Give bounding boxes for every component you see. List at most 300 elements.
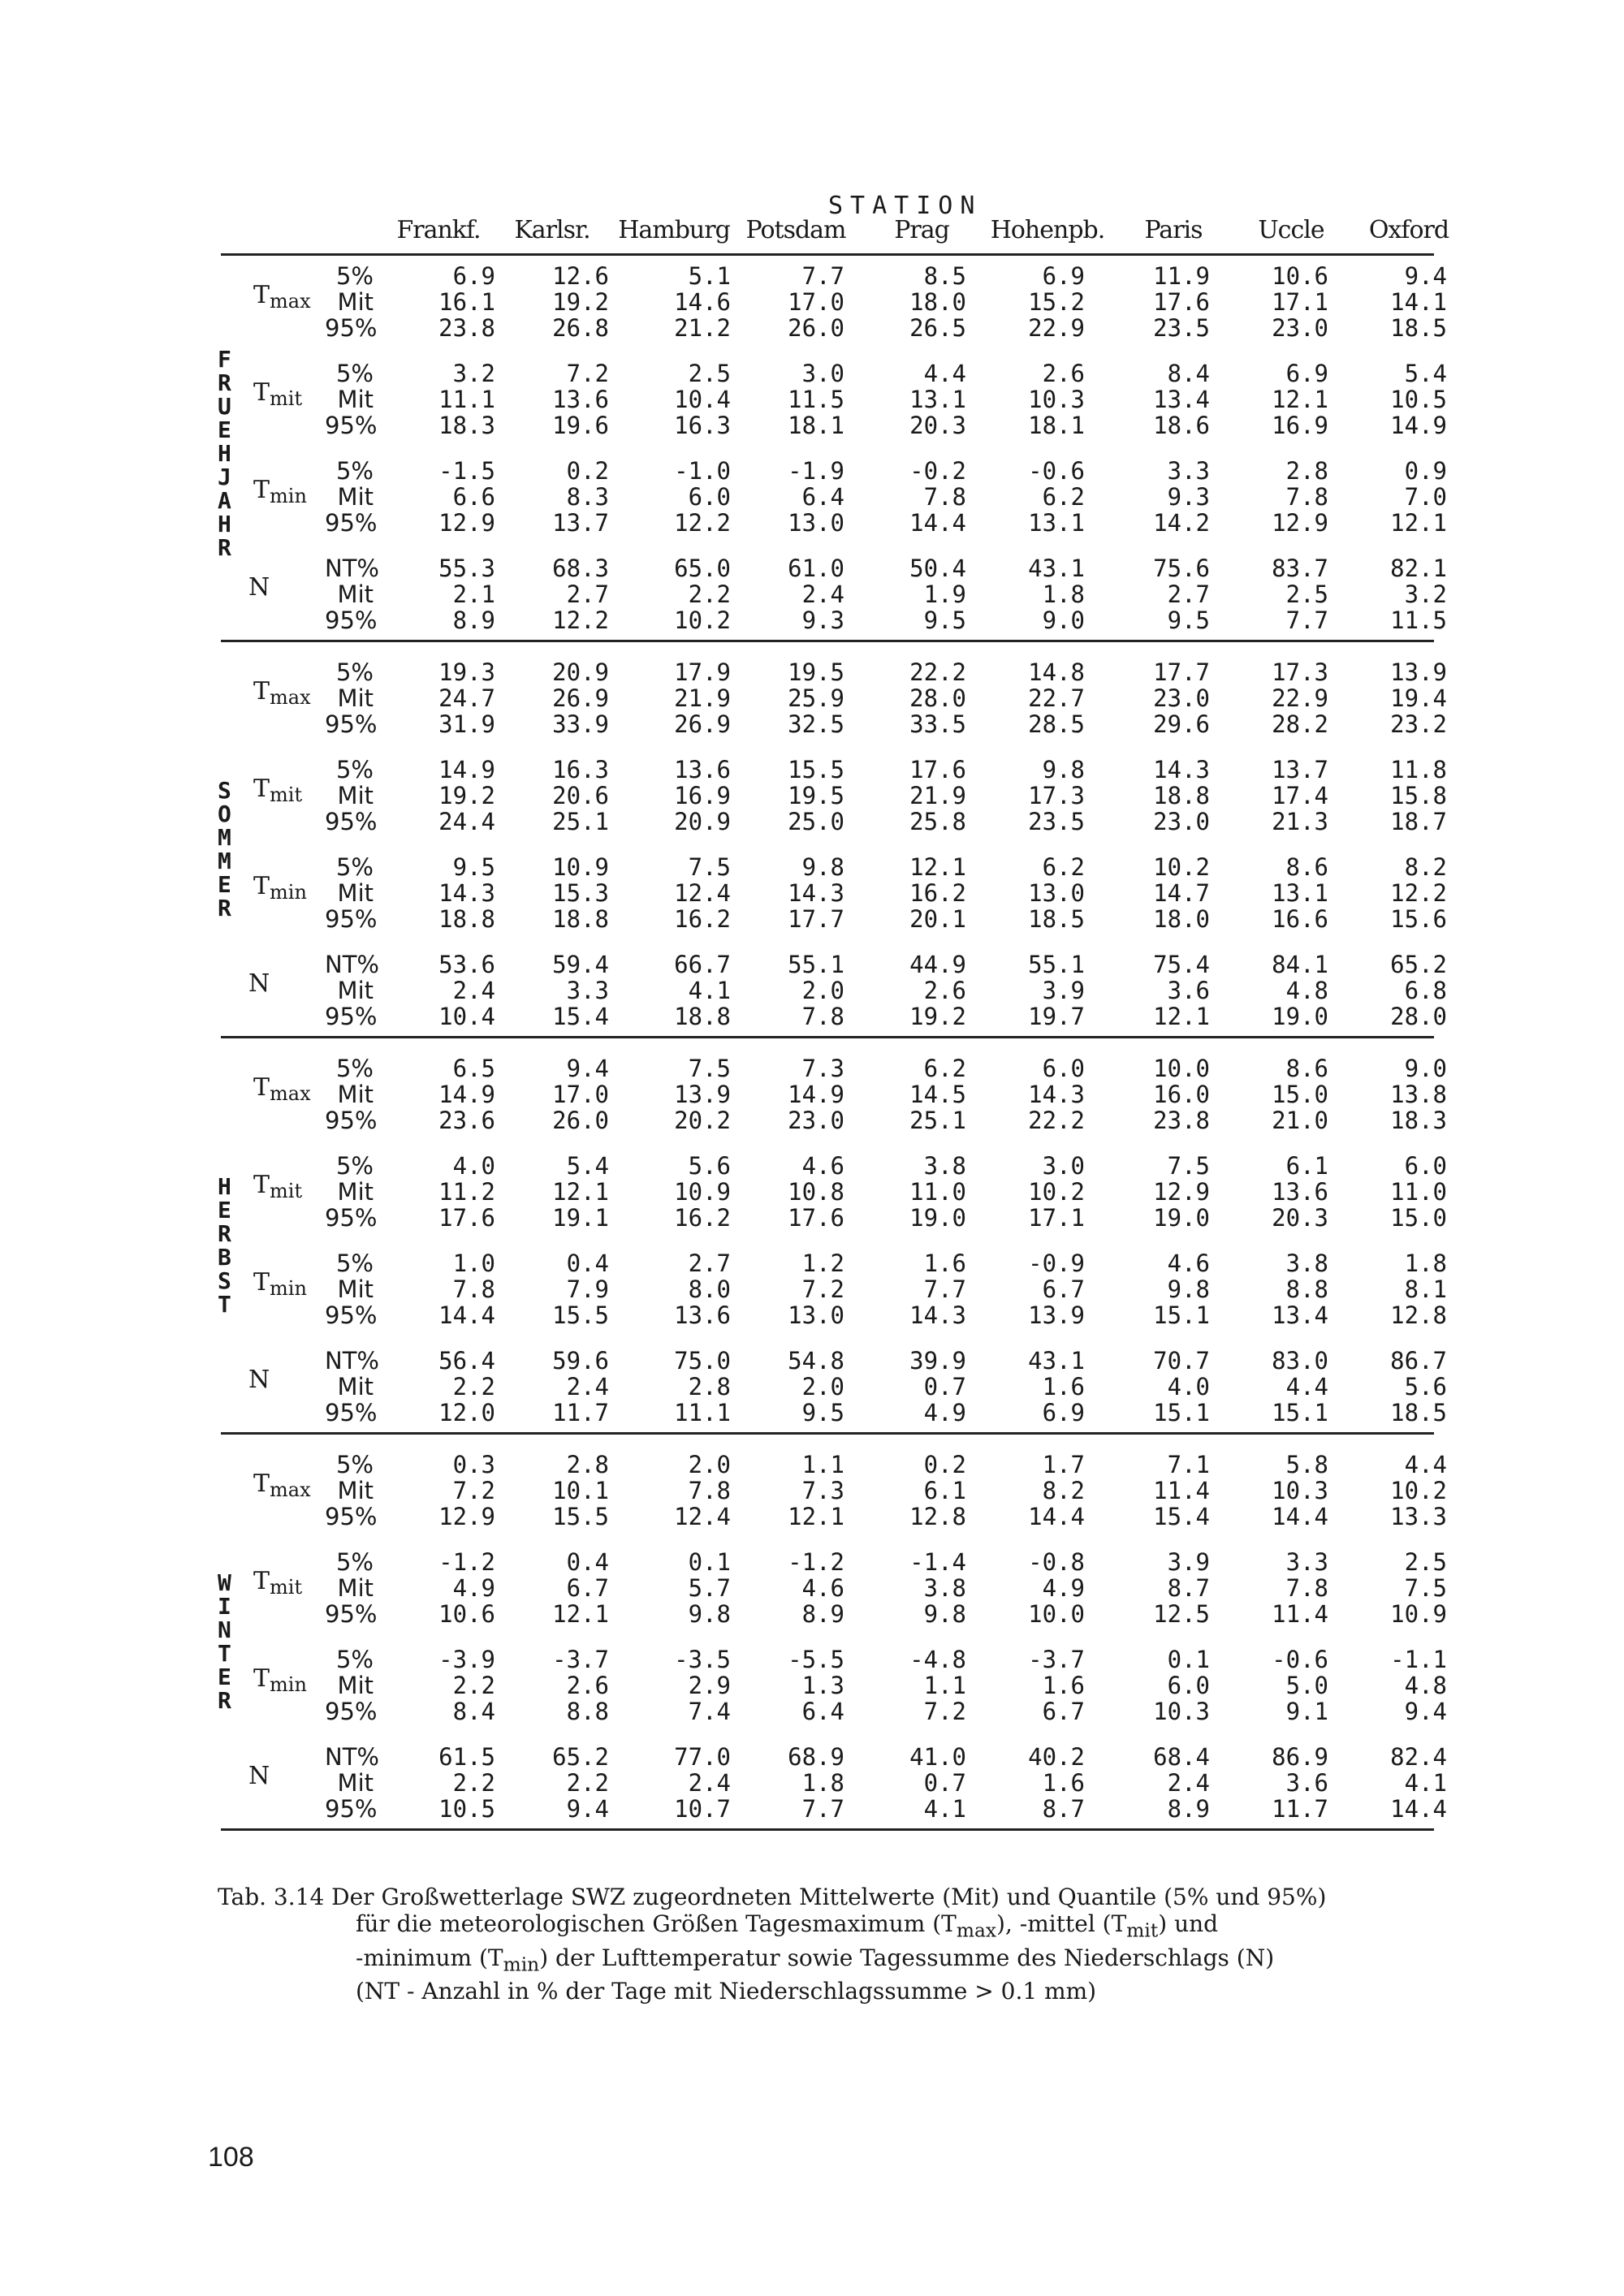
row-label: 5%: [335, 457, 374, 485]
table-cell: 19.4: [1390, 684, 1447, 712]
table-cell: 7.8: [688, 1477, 731, 1504]
table-cell: 53.6: [438, 951, 495, 978]
table-cell: 7.8: [1285, 483, 1328, 511]
table-cell: 12.9: [1272, 509, 1328, 537]
table-cell: 23.0: [1272, 314, 1328, 342]
row-label: 95%: [325, 1795, 378, 1823]
table-row: [0, 510, 1624, 536]
variable-label: $T_{mit}$: [253, 378, 303, 410]
row-label: Mit: [337, 782, 374, 809]
row-label: 95%: [325, 905, 378, 933]
row-label: Mit: [337, 1373, 374, 1400]
table-cell: 43.1: [1028, 1347, 1085, 1375]
table-cell: 19.5: [788, 658, 844, 686]
table-cell: 5.6: [1404, 1373, 1447, 1400]
table-cell: 11.1: [674, 1399, 731, 1426]
table-cell: 15.5: [788, 756, 844, 783]
table-cell: 2.5: [1285, 580, 1328, 608]
table-cell: 11.5: [788, 386, 844, 413]
table-cell: 14.3: [438, 879, 495, 907]
table-cell: 26.5: [909, 314, 966, 342]
table-cell: 11.1: [438, 386, 495, 413]
table-cell: 18.7: [1390, 808, 1447, 835]
row-label: 5%: [335, 1646, 374, 1673]
table-cell: 8.3: [566, 483, 609, 511]
table-cell: -1.5: [438, 457, 495, 485]
table-cell: 40.2: [1028, 1743, 1085, 1771]
table-cell: -0.6: [1028, 457, 1085, 485]
table-cell: 13.0: [1028, 879, 1085, 907]
table-cell: 0.1: [1167, 1646, 1210, 1673]
table-row: [0, 659, 1624, 685]
variable-label: $T_{min}$: [253, 1268, 307, 1300]
table-cell: 6.6: [452, 483, 495, 511]
variable-label: N: [248, 573, 270, 602]
station-header: Hamburg: [618, 216, 730, 244]
table-cell: 20.6: [552, 782, 609, 809]
table-cell: 1.6: [1042, 1672, 1085, 1699]
table-row: [0, 386, 1624, 412]
table-cell: 10.9: [1390, 1600, 1447, 1628]
table-cell: 13.6: [674, 756, 731, 783]
table-cell: -3.5: [674, 1646, 731, 1673]
table-cell: 9.8: [801, 853, 844, 881]
table-cell: 12.1: [552, 1600, 609, 1628]
table-cell: 11.0: [1390, 1178, 1447, 1206]
table-row: [0, 1672, 1624, 1698]
table-cell: 14.4: [1390, 1795, 1447, 1823]
table-cell: 68.9: [788, 1743, 844, 1771]
table-cell: 32.5: [788, 710, 844, 738]
table-cell: 16.2: [909, 879, 966, 907]
table-cell: 21.9: [909, 782, 966, 809]
table-cell: 28.5: [1028, 710, 1085, 738]
table-cell: 6.9: [1042, 262, 1085, 290]
table-cell: 9.4: [566, 1055, 609, 1082]
table-cell: 18.8: [1153, 782, 1210, 809]
table-cell: 10.3: [1153, 1698, 1210, 1725]
table-row: [0, 458, 1624, 484]
table-cell: 8.1: [1404, 1275, 1447, 1303]
table-cell: 3.0: [1042, 1152, 1085, 1180]
table-cell: 15.0: [1272, 1081, 1328, 1108]
table-cell: 8.0: [688, 1275, 731, 1303]
table-cell: 4.6: [1167, 1249, 1210, 1277]
table-cell: 10.2: [1153, 853, 1210, 881]
table-cell: 13.1: [1028, 509, 1085, 537]
row-label: 5%: [335, 1152, 374, 1180]
table-cell: 12.5: [1153, 1600, 1210, 1628]
row-label: Mit: [337, 1574, 374, 1602]
table-cell: 7.9: [566, 1275, 609, 1303]
table-cell: 22.2: [1028, 1107, 1085, 1134]
table-cell: 1.6: [1042, 1373, 1085, 1400]
table-cell: 4.8: [1404, 1672, 1447, 1699]
table-cell: 19.0: [909, 1204, 966, 1232]
table-cell: 13.6: [1272, 1178, 1328, 1206]
table-cell: 23.0: [1153, 808, 1210, 835]
table-cell: 65.2: [1390, 951, 1447, 978]
table-cell: 10.5: [1390, 386, 1447, 413]
table-cell: 0.9: [1404, 457, 1447, 485]
table-row: [0, 809, 1624, 835]
table-cell: 8.2: [1042, 1477, 1085, 1504]
table-cell: 17.6: [788, 1204, 844, 1232]
table-cell: 39.9: [909, 1347, 966, 1375]
table-row: [0, 1504, 1624, 1530]
row-label: Mit: [337, 879, 374, 907]
table-cell: 12.0: [438, 1399, 495, 1426]
season-label: S O M M E R: [218, 777, 231, 921]
variable-label: N: [248, 1762, 270, 1790]
table-cell: 2.5: [1404, 1548, 1447, 1576]
table-cell: 6.2: [1042, 483, 1085, 511]
row-label: 95%: [325, 1107, 378, 1134]
table-row: [0, 783, 1624, 809]
variable-label: $T_{max}$: [253, 1470, 311, 1501]
table-cell: 18.5: [1028, 905, 1085, 933]
table-cell: 11.9: [1153, 262, 1210, 290]
table-cell: 6.5: [452, 1055, 495, 1082]
table-cell: 7.8: [801, 1003, 844, 1030]
table-cell: 7.5: [688, 1055, 731, 1082]
row-label: 95%: [325, 1204, 378, 1232]
table-cell: 3.8: [923, 1574, 966, 1602]
table-cell: 23.0: [1153, 684, 1210, 712]
table-cell: 8.5: [923, 262, 966, 290]
table-cell: 0.1: [688, 1548, 731, 1576]
table-cell: 1.9: [923, 580, 966, 608]
row-label: Mit: [337, 1672, 374, 1699]
table-cell: 9.8: [1042, 756, 1085, 783]
table-cell: 20.2: [674, 1107, 731, 1134]
table-cell: 11.0: [909, 1178, 966, 1206]
station-header: Karlsr.: [514, 216, 590, 244]
table-cell: 20.3: [909, 412, 966, 439]
table-cell: 12.2: [1390, 879, 1447, 907]
table-row: [0, 1374, 1624, 1400]
table-cell: 16.2: [674, 905, 731, 933]
table-cell: 17.3: [1028, 782, 1085, 809]
table-row: [0, 412, 1624, 438]
table-cell: 20.3: [1272, 1204, 1328, 1232]
row-label: 95%: [325, 1003, 378, 1030]
table-cell: 82.1: [1390, 555, 1447, 582]
table-row: [0, 555, 1624, 581]
table-cell: 12.9: [438, 1503, 495, 1530]
season-label: F R U E H J A H R: [218, 345, 231, 561]
table-cell: 10.9: [674, 1178, 731, 1206]
table-cell: 21.2: [674, 314, 731, 342]
page-number: 108: [208, 2142, 254, 2173]
table-cell: 9.4: [566, 1795, 609, 1823]
table-cell: 6.0: [1404, 1152, 1447, 1180]
table-cell: -0.9: [1028, 1249, 1085, 1277]
table-cell: 84.1: [1272, 951, 1328, 978]
table-cell: 28.0: [1390, 1003, 1447, 1030]
table-cell: 2.2: [452, 1769, 495, 1797]
table-cell: 4.6: [801, 1152, 844, 1180]
table-cell: 12.6: [552, 262, 609, 290]
row-label: NT%: [325, 1743, 379, 1771]
station-title: STATION: [828, 192, 983, 220]
row-label: 5%: [335, 1055, 374, 1082]
table-cell: 77.0: [674, 1743, 731, 1771]
table-cell: 75.0: [674, 1347, 731, 1375]
table-cell: 13.0: [788, 1301, 844, 1329]
table-cell: 5.4: [1404, 360, 1447, 387]
table-cell: 61.0: [788, 555, 844, 582]
table-row: [0, 1107, 1624, 1133]
table-cell: 15.3: [552, 879, 609, 907]
table-cell: 26.0: [552, 1107, 609, 1134]
table-cell: -4.8: [909, 1646, 966, 1673]
table-cell: 2.7: [1167, 580, 1210, 608]
table-cell: 9.3: [801, 606, 844, 634]
table-cell: -1.9: [788, 457, 844, 485]
table-cell: 2.4: [566, 1373, 609, 1400]
table-cell: 2.2: [452, 1373, 495, 1400]
table-cell: 23.0: [788, 1107, 844, 1134]
table-cell: 9.5: [923, 606, 966, 634]
row-label: 95%: [325, 1698, 378, 1725]
caption-line-1: Tab. 3.14 Der Großwetterlage SWZ zugeordneten Mittelwerte (Mit) und Quantile (5% und 95%): [218, 1884, 1327, 1910]
table-rule: [221, 253, 1434, 256]
table-cell: 11.2: [438, 1178, 495, 1206]
table-cell: 20.9: [552, 658, 609, 686]
table-row: [0, 1770, 1624, 1796]
table-cell: 4.6: [801, 1574, 844, 1602]
table-cell: 17.6: [909, 756, 966, 783]
row-label: 5%: [335, 756, 374, 783]
table-row: [0, 1302, 1624, 1328]
table-cell: 3.0: [801, 360, 844, 387]
table-cell: 18.8: [438, 905, 495, 933]
table-row: [0, 711, 1624, 737]
table-cell: 10.2: [1390, 1477, 1447, 1504]
table-cell: 1.8: [801, 1769, 844, 1797]
table-cell: 12.8: [909, 1503, 966, 1530]
table-row: [0, 952, 1624, 978]
table-cell: 0.7: [923, 1373, 966, 1400]
table-cell: 16.1: [438, 288, 495, 316]
table-cell: 10.6: [1272, 262, 1328, 290]
table-cell: 2.6: [923, 977, 966, 1004]
table-cell: 10.0: [1028, 1600, 1085, 1628]
row-label: 95%: [325, 808, 378, 835]
table-row: [0, 1796, 1624, 1822]
table-cell: 3.9: [1042, 977, 1085, 1004]
table-cell: 54.8: [788, 1347, 844, 1375]
table-cell: 2.0: [801, 977, 844, 1004]
table-cell: 61.5: [438, 1743, 495, 1771]
row-label: Mit: [337, 1769, 374, 1797]
table-cell: 21.9: [674, 684, 731, 712]
table-cell: -1.2: [438, 1548, 495, 1576]
table-cell: 33.9: [552, 710, 609, 738]
table-cell: 5.1: [688, 262, 731, 290]
table-cell: 26.9: [552, 684, 609, 712]
table-cell: 26.0: [788, 314, 844, 342]
table-cell: 2.6: [1042, 360, 1085, 387]
table-cell: 7.7: [1285, 606, 1328, 634]
row-label: Mit: [337, 483, 374, 511]
table-cell: 23.5: [1028, 808, 1085, 835]
table-cell: 18.1: [788, 412, 844, 439]
table-cell: 19.2: [552, 288, 609, 316]
table-cell: 15.1: [1153, 1301, 1210, 1329]
table-cell: 16.3: [674, 412, 731, 439]
table-cell: 83.0: [1272, 1347, 1328, 1375]
table-cell: 5.6: [688, 1152, 731, 1180]
table-cell: 12.2: [552, 606, 609, 634]
table-cell: 1.1: [923, 1672, 966, 1699]
row-label: 5%: [335, 1451, 374, 1478]
table-cell: 14.3: [1153, 756, 1210, 783]
row-label: NT%: [325, 951, 379, 978]
table-cell: 10.3: [1028, 386, 1085, 413]
table-cell: 29.6: [1153, 710, 1210, 738]
table-cell: 28.0: [909, 684, 966, 712]
row-label: Mit: [337, 386, 374, 413]
table-cell: 1.0: [452, 1249, 495, 1277]
row-label: NT%: [325, 1347, 379, 1375]
table-cell: 7.2: [452, 1477, 495, 1504]
table-cell: 14.9: [438, 1081, 495, 1108]
table-cell: 6.9: [1042, 1399, 1085, 1426]
table-cell: 15.8: [1390, 782, 1447, 809]
variable-label: $T_{max}$: [253, 677, 311, 709]
table-cell: 2.0: [688, 1451, 731, 1478]
table-row: [0, 1601, 1624, 1627]
table-cell: 75.6: [1153, 555, 1210, 582]
table-cell: 5.7: [688, 1574, 731, 1602]
table-cell: 5.4: [566, 1152, 609, 1180]
table-row: [0, 978, 1624, 1003]
table-cell: 2.4: [1167, 1769, 1210, 1797]
table-cell: 7.5: [688, 853, 731, 881]
table-cell: 3.3: [566, 977, 609, 1004]
table-cell: 25.9: [788, 684, 844, 712]
table-row: [0, 1698, 1624, 1724]
table-cell: 8.8: [1285, 1275, 1328, 1303]
table-cell: 25.1: [552, 808, 609, 835]
table-cell: 8.4: [1167, 360, 1210, 387]
table-cell: 6.0: [1042, 1055, 1085, 1082]
table-cell: 68.4: [1153, 1743, 1210, 1771]
variable-label: $T_{min}$: [253, 476, 307, 507]
table-cell: -5.5: [788, 1646, 844, 1673]
table-cell: 15.1: [1153, 1399, 1210, 1426]
table-row: [0, 1003, 1624, 1029]
table-cell: 8.8: [566, 1698, 609, 1725]
table-cell: 14.8: [1028, 658, 1085, 686]
table-cell: 6.8: [1404, 977, 1447, 1004]
table-cell: -3.7: [552, 1646, 609, 1673]
table-row: [0, 1205, 1624, 1231]
table-cell: 19.2: [909, 1003, 966, 1030]
table-row: [0, 1575, 1624, 1601]
table-cell: 5.8: [1285, 1451, 1328, 1478]
table-cell: 10.2: [1028, 1178, 1085, 1206]
table-cell: 19.3: [438, 658, 495, 686]
table-cell: 15.5: [552, 1503, 609, 1530]
table-cell: 6.9: [452, 262, 495, 290]
table-cell: 2.4: [801, 580, 844, 608]
table-cell: 7.8: [452, 1275, 495, 1303]
table-cell: 59.4: [552, 951, 609, 978]
table-cell: 21.0: [1272, 1107, 1328, 1134]
table-cell: 11.7: [552, 1399, 609, 1426]
table-cell: 26.8: [552, 314, 609, 342]
table-cell: 12.2: [674, 509, 731, 537]
table-cell: 4.8: [1285, 977, 1328, 1004]
table-cell: 10.9: [552, 853, 609, 881]
row-label: Mit: [337, 1477, 374, 1504]
table-cell: -1.2: [788, 1548, 844, 1576]
table-row: [0, 854, 1624, 880]
table-cell: 4.9: [1042, 1574, 1085, 1602]
table-cell: 17.0: [552, 1081, 609, 1108]
table-cell: 17.7: [1153, 658, 1210, 686]
table-cell: 13.6: [674, 1301, 731, 1329]
table-row: [0, 1250, 1624, 1276]
table-cell: 25.1: [909, 1107, 966, 1134]
table-cell: 10.5: [438, 1795, 495, 1823]
table-cell: 21.3: [1272, 808, 1328, 835]
table-cell: 7.1: [1167, 1451, 1210, 1478]
table-cell: 6.0: [688, 483, 731, 511]
table-cell: 2.8: [688, 1373, 731, 1400]
table-cell: 2.2: [452, 1672, 495, 1699]
table-cell: 17.6: [438, 1204, 495, 1232]
table-cell: 6.7: [1042, 1275, 1085, 1303]
table-row: [0, 263, 1624, 289]
table-cell: 19.7: [1028, 1003, 1085, 1030]
table-cell: 4.1: [688, 977, 731, 1004]
row-label: 95%: [325, 509, 378, 537]
row-label: Mit: [337, 684, 374, 712]
table-cell: 3.6: [1285, 1769, 1328, 1797]
table-cell: 12.1: [909, 853, 966, 881]
table-cell: 12.1: [1390, 509, 1447, 537]
table-cell: 17.1: [1272, 288, 1328, 316]
table-cell: 1.7: [1042, 1451, 1085, 1478]
table-cell: 24.4: [438, 808, 495, 835]
table-cell: 6.2: [923, 1055, 966, 1082]
table-row: [0, 607, 1624, 633]
table-cell: 0.2: [566, 457, 609, 485]
table-cell: 0.7: [923, 1769, 966, 1797]
table-cell: 23.8: [438, 314, 495, 342]
row-label: 5%: [335, 658, 374, 686]
table-row: [0, 360, 1624, 386]
table-cell: 1.8: [1404, 1249, 1447, 1277]
table-cell: 33.5: [909, 710, 966, 738]
table-cell: 6.0: [1167, 1672, 1210, 1699]
table-cell: 8.9: [801, 1600, 844, 1628]
table-cell: 20.9: [674, 808, 731, 835]
table-cell: 7.3: [801, 1477, 844, 1504]
table-cell: 11.4: [1153, 1477, 1210, 1504]
table-row: [0, 289, 1624, 315]
table-row: [0, 1478, 1624, 1504]
table-cell: 18.0: [1153, 905, 1210, 933]
table-cell: 4.0: [452, 1152, 495, 1180]
table-cell: 2.7: [566, 580, 609, 608]
table-cell: 9.5: [801, 1399, 844, 1426]
table-cell: -1.4: [909, 1548, 966, 1576]
